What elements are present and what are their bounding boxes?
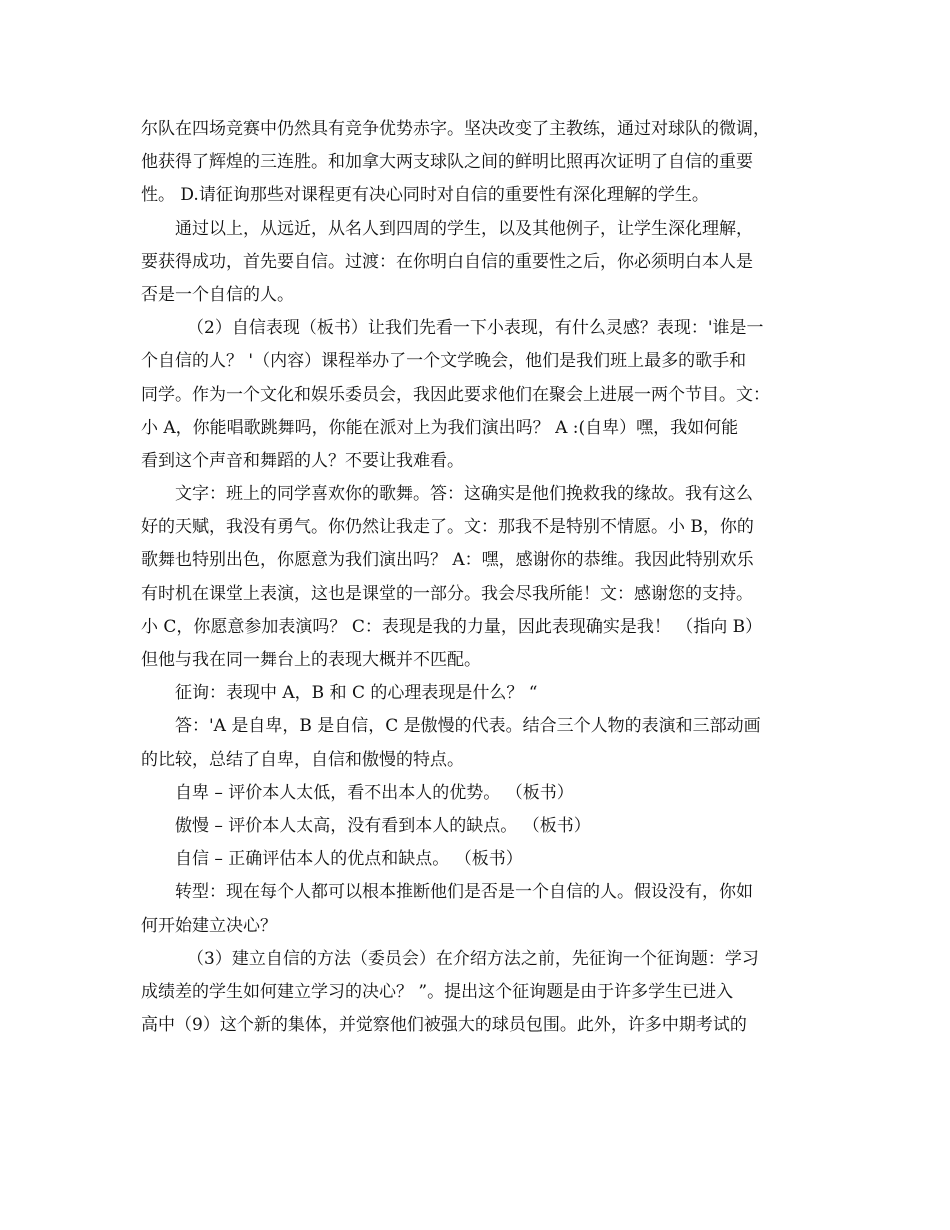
text-line: 有时机在课堂上表演，这也是课堂的一部分。我会尽我所能！文：感谢您的支持。 [141,583,753,604]
text-line: 征询：表现中 A，B 和 C 的心理表现是什么？ “ [175,683,538,704]
text-line: 的比较，总结了自卑，自信和傲慢的特点。 [141,749,464,770]
text-line: 何开始建立决心？ [141,915,277,936]
text-line: 小 A，你能唱歌跳舞吗，你能在派对上为我们演出吗？ A :(自卑）嘿，我如何能 [141,417,739,438]
text-line: 同学。作为一个文化和娱乐委员会，我因此要求他们在聚会上进展一两个节目。文： [141,384,770,405]
text-line: 尔队在四场竞赛中仍然具有竞争优势赤字。坚决改变了主教练，通过对球队的微调， [141,119,770,139]
text-line: 转型：现在每个人都可以根本推断他们是否是一个自信的人。假设没有，你如 [175,882,753,903]
text-line: 个自信的人？ '（内容）课程举办了一个文学晚会，他们是我们班上最多的歌手和 [141,351,747,372]
text-line: （2）自信表现（板书）让我们先看一下小表现，有什么灵感？表现：'谁是一 [187,318,764,339]
text-line: 文字：班上的同学喜欢你的歌舞。答：这确实是他们挽救我的缘故。我有这么 [175,484,753,505]
text-line: 通过以上，从远近，从名人到四周的学生，以及其他例子，让学生深化理解， [175,218,753,239]
document-body [141,113,821,1042]
text-line: 小 C，你愿意参加表演吗？ C：表现是我的力量，因此表现确实是我！ （指向 B） [141,616,763,637]
text-line: 他获得了辉煌的三连胜。和加拿大两支球队之间的鲜明比照再次证明了自信的重要 [141,152,753,173]
text-line: 看到这个声音和舞蹈的人？不要让我难看。 [141,450,464,471]
text-line: 傲慢 – 评价本人太高，没有看到本人的缺点。 （板书） [175,815,591,836]
text-line: 歌舞也特别出色，你愿意为我们演出吗？ A：嘿，感谢你的恭维。我因此特别欢乐 [141,550,754,571]
text-line: 好的天赋，我没有勇气。你仍然让我走了。文：那我不是特别不情愿。小 B，你的 [141,517,754,538]
text-line: 高中（9）这个新的集体，并觉察他们被强大的球员包围。此外，许多中期考试的 [141,1015,747,1036]
text-line: 自卑 – 评价本人太低，看不出本人的优势。 （板书） [175,782,574,803]
text-line: 自信 – 正确评估本人的优点和缺点。 （板书） [175,849,523,870]
text-line: 否是一个自信的人。 [141,284,294,305]
text-line: （3）建立自信的方法（委员会）在介绍方法之前，先征询一个征询题：学习 [187,948,759,969]
text-line: 成绩差的学生如何建立学习的决心？ ”。提出这个征询题是由于许多学生已进入 [141,981,734,1002]
text-line: 但他与我在同一舞台上的表现大概并不匹配。 [141,650,481,670]
text-line: 答：'A 是自卑，B 是自信，C 是傲慢的代表。结合三个人物的表演和三部动画 [175,716,761,737]
text-line: 要获得成功，首先要自信。过渡：在你明白自信的重要性之后，你必须明白本人是 [141,251,753,272]
text-line: 性。 D.请征询那些对课程更有决心同时对自信的重要性有深化理解的学生。 [141,185,709,206]
